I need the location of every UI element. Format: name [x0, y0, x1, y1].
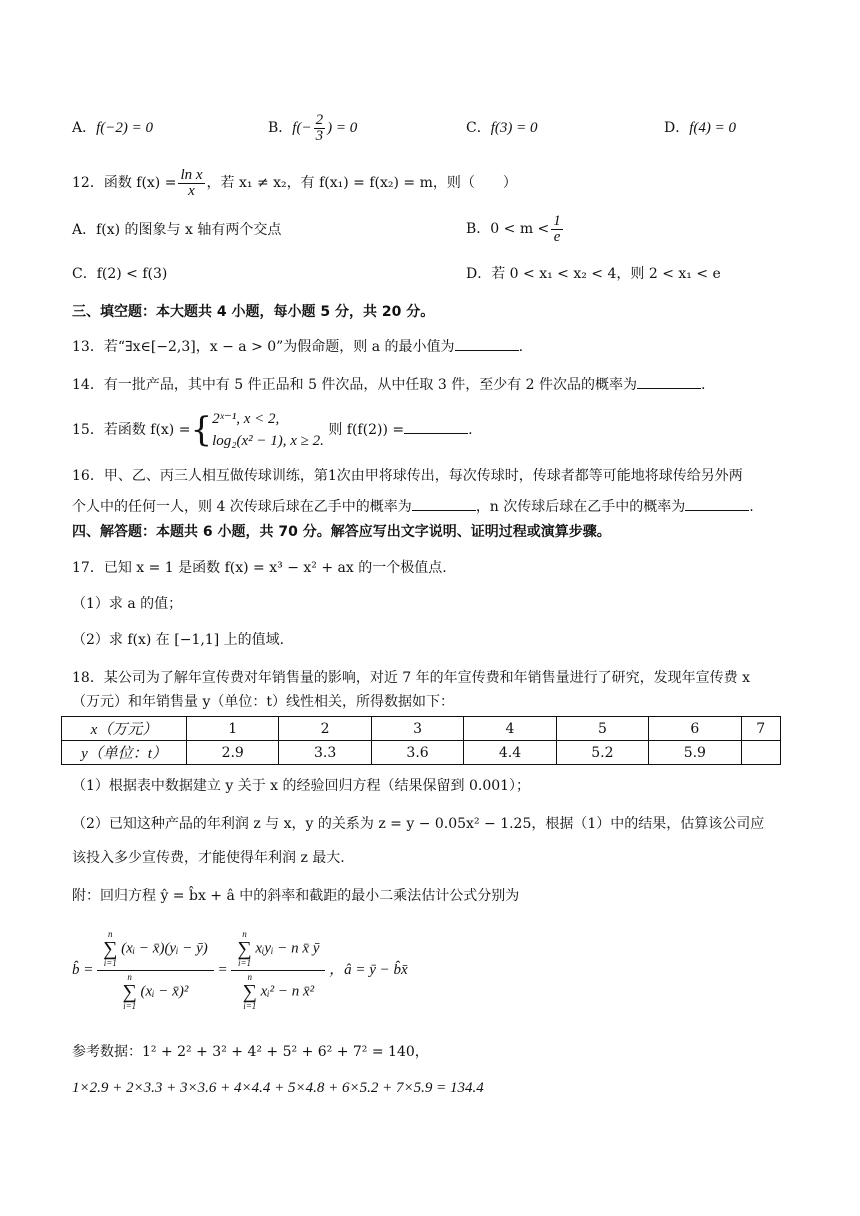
q15-case2: log₂(x² − 1), x ≥ 2. [212, 433, 324, 449]
option-expr-pre: f(− [292, 120, 312, 136]
table-cell: 6 [649, 717, 741, 741]
option-expr-post: ) = 0 [327, 120, 358, 136]
sigma-icon: n ∑ i=1 [242, 972, 257, 1011]
option-letter: D． [664, 120, 690, 136]
answer-blank[interactable] [637, 374, 701, 389]
reference-data-1: 参考数据：1² + 2² + 3² + 4² + 5² + 6² + 7² = 140， [72, 1044, 429, 1060]
table-cell: 2.9 [187, 741, 279, 765]
sum-lower: i=1 [123, 1001, 137, 1011]
sum-upper: n [127, 972, 132, 982]
q18-part2-a: （2）已知这种产品的年利润 z 与 x，y 的关系为 z = y − 0.05x² − 1.25，根据（1）中的结果，估算该公司应 [72, 816, 765, 832]
q11-option-d[interactable] [664, 118, 736, 138]
q14-end: . [701, 377, 706, 393]
sum-upper: n [247, 972, 252, 982]
sum-upper: n [242, 929, 247, 939]
formula-denominator-2: xᵢ² − n x̄² [260, 983, 315, 1000]
q11-option-b[interactable] [268, 108, 357, 148]
least-squares-formula [72, 928, 408, 1013]
q17-part2: （2）求 f(x) 在 [−1,1] 上的值域. [72, 632, 285, 648]
option-fraction [551, 214, 563, 245]
table-cell: 3.6 [371, 741, 463, 765]
option-letter: C． [466, 120, 491, 136]
option-letter: A． [72, 120, 97, 136]
brace-icon: { [190, 410, 213, 450]
q15-post: 则 f(f(2)) = [328, 422, 405, 438]
table-cell: 1 [187, 717, 279, 741]
answer-blank[interactable] [412, 496, 476, 511]
option-expr: f(−2) = 0 [96, 120, 154, 136]
table-cell: 5.9 [649, 741, 741, 765]
q12-option-b[interactable] [466, 210, 565, 248]
q18-data-table [61, 716, 781, 765]
table-row [62, 741, 781, 765]
q18-part1: （1）根据表中数据建立 y 关于 x 的经验回归方程（结果保留到 0.001）； [72, 778, 531, 794]
q13-text: 13．若“∃x∈[−2,3]，x − a > 0”为假命题，则 a 的最小值为 [72, 339, 455, 355]
formula-lhs: b̂ = [72, 961, 94, 978]
q17-part1: （1）求 a 的值； [72, 596, 183, 612]
sum-lower: i=1 [237, 958, 252, 968]
reference-data-2: 1×2.9 + 2×3.3 + 3×3.6 + 4×4.4 + 5×4.8 + 6×5.2 + 7×5.9 = 134.4 [72, 1080, 484, 1096]
q18-appendix: 附：回归方程 ŷ = b̂x + â 中的斜率和截距的最小二乘法估计公式分别为 [72, 888, 520, 904]
table-cell: 4.4 [464, 741, 556, 765]
q12-option-a[interactable]: A．f(x) 的图象与 x 轴有两个交点 [72, 222, 282, 238]
q15-cases [212, 408, 324, 452]
fraction-denominator: e [553, 228, 561, 245]
q15-case1: 2ˣ⁻¹, x < 2, [212, 411, 280, 427]
fraction-denominator: x [188, 182, 195, 199]
q18-part2-b: 该投入多少宣传费，才能使得年利润 z 最大. [72, 850, 345, 866]
q12-stem [72, 164, 517, 202]
sum-lower: i=1 [103, 958, 117, 968]
table-cell: 4 [464, 717, 556, 741]
q12-prefix: 12．函数 f(x) = [72, 175, 177, 191]
q16-text-a: 个人中的任何一人，则 4 次传球后球在乙手中的概率为 [72, 499, 412, 515]
formula-fraction-2 [231, 928, 325, 1013]
formula-numerator-2: xᵢyᵢ − n x̄ ȳ [255, 940, 320, 957]
table-cell: 2 [279, 717, 371, 741]
sigma-icon: n ∑ i=1 [122, 972, 137, 1011]
table-row [62, 717, 781, 741]
section-heading-solutions: 四、解答题：本题共 6 小题，共 70 分。解答应写出文字说明、证明过程或演算步骤。 [72, 524, 611, 540]
fraction-numerator: ln x [180, 166, 203, 183]
fraction-denominator: 3 [315, 127, 324, 144]
q12-rest: ，若 x₁ ≠ x₂，有 f(x₁) = f(x₂) = m，则（ ） [206, 175, 517, 191]
table-cell: 7 [741, 717, 780, 741]
fraction-numerator: 2 [315, 111, 324, 128]
q15-end: . [468, 422, 473, 438]
formula-intercept: ，â = ȳ − b̂x̄ [329, 961, 408, 978]
q12-option-c[interactable]: C．f(2) < f(3) [72, 266, 168, 282]
table-cell[interactable] [741, 741, 780, 765]
sum-upper: n [108, 929, 113, 939]
option-expr: f(4) = 0 [689, 120, 737, 136]
q13 [72, 336, 796, 357]
q16-text-b: ，n 次传球后球在乙手中的概率为 [475, 499, 686, 515]
q13-end: . [518, 339, 524, 355]
table-cell: 3 [371, 717, 463, 741]
sigma-icon: n ∑ i=1 [237, 929, 252, 968]
q16-end: . [749, 499, 754, 515]
q14-text: 14．有一批产品，其中有 5 件正品和 5 件次品，从中任取 3 件，至少有 2 件次品的概率为 [72, 377, 638, 393]
fraction-numerator: 1 [553, 212, 561, 229]
formula-fraction-1 [97, 928, 214, 1013]
section-heading-fill-in: 三、填空题：本大题共 4 小题，每小题 5 分，共 20 分。 [72, 304, 435, 320]
table-header-y: y（单位：t） [62, 741, 187, 765]
q12-option-d[interactable]: D．若 0 < x₁ < x₂ < 4，则 2 < x₁ < e [466, 266, 721, 282]
table-cell: 3.3 [279, 741, 371, 765]
q11-option-c[interactable] [466, 118, 538, 138]
q15-prefix: 15．若函数 f(x) = [72, 422, 191, 438]
sigma-icon: n ∑ i=1 [103, 929, 118, 968]
option-letter: B． [268, 120, 293, 136]
answer-blank[interactable] [685, 496, 749, 511]
answer-blank[interactable] [404, 419, 468, 434]
q18-line1: 18．某公司为了解年宣传费对年销售量的影响，对近 7 年的年宣传费和年销售量进行了研究，发现年宣传费 x [72, 670, 750, 686]
table-header-x: x（万元） [62, 717, 187, 741]
q16-line2 [72, 496, 796, 517]
formula-equals: = [217, 961, 228, 978]
table-cell: 5 [556, 717, 648, 741]
q18-line2: （万元）和年销售量 y（单位：t）线性相关，所得数据如下： [72, 694, 454, 710]
q15 [72, 408, 473, 452]
answer-blank[interactable] [455, 336, 519, 351]
table-cell: 5.2 [556, 741, 648, 765]
q14 [72, 374, 796, 395]
option-expr: f(3) = 0 [490, 120, 538, 136]
formula-denominator-1: (xᵢ − x̄)² [140, 983, 189, 1000]
option-fraction [314, 113, 326, 144]
q16-line1: 16．甲、乙、丙三人相互做传球训练，第1次由甲将球传出，每次传球时，传球者都等可能地将球传给另外两 [72, 468, 743, 484]
option-expr-pre: B．0 < m < [466, 221, 550, 237]
sum-lower: i=1 [243, 1001, 257, 1011]
formula-numerator-1: (xᵢ − x̄)(yᵢ − ȳ) [121, 940, 208, 957]
q17-stem: 17．已知 x = 1 是函数 f(x) = x³ − x² + ax 的一个极值点. [72, 560, 447, 576]
q11-option-a[interactable] [72, 118, 153, 138]
q12-fraction [178, 168, 204, 199]
